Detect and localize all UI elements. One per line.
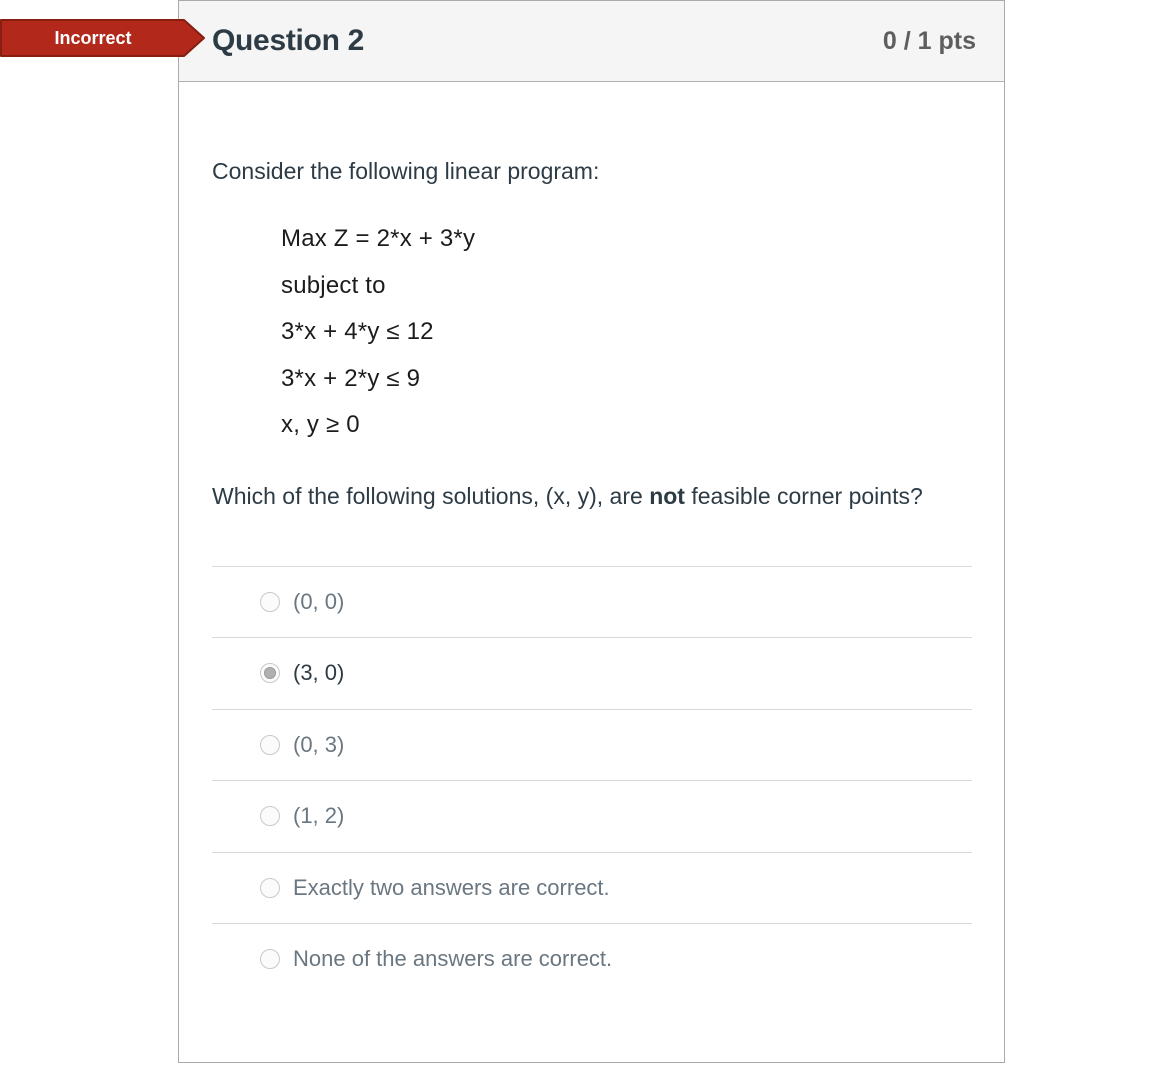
question-title: Question 2 [212,24,365,57]
program-line-nonnegativity: x, y ≥ 0 [281,411,360,438]
question-intro-text: Consider the following linear program: [212,158,600,184]
answer-label[interactable]: (3, 0) [293,660,345,686]
radio-button-selected[interactable] [260,663,280,683]
program-line-constraint-2: 3*x + 2*y ≤ 9 [281,364,421,392]
answer-label[interactable]: None of the answers are correct. [293,946,613,972]
answer-row-1-2[interactable] [212,780,972,852]
answer-list [212,566,972,995]
program-line-subject-to: subject to [281,271,386,299]
answer-row-none[interactable] [212,923,972,995]
linear-program-block [281,216,972,449]
question-body [179,157,1004,995]
question-card [178,0,1005,1063]
question-header [179,1,1004,82]
prompt-text-before: Which of the following solutions, (x, y), are [212,482,650,509]
program-line-constraint-1: 3*x + 4*y ≤ 12 [281,318,434,345]
answer-row-0-0[interactable] [212,566,972,638]
radio-button[interactable] [260,806,280,826]
question-prompt [212,477,972,515]
incorrect-flag [0,19,206,57]
radio-button[interactable] [260,878,280,898]
radio-button[interactable] [260,592,280,612]
incorrect-flag-label: Incorrect [54,28,132,48]
answer-label[interactable]: Exactly two answers are correct. [293,874,610,900]
answer-row-0-3[interactable] [212,709,972,781]
program-line-objective: Max Z = 2*x + 3*y [281,225,476,252]
prompt-text-after: feasible corner points? [684,482,923,509]
answer-label[interactable]: (0, 0) [293,588,345,614]
answer-row-3-0[interactable] [212,637,972,709]
question-points: 0 / 1 pts [882,26,976,55]
radio-button[interactable] [260,949,280,969]
answer-row-exactly-two[interactable] [212,852,972,924]
answer-label[interactable]: (1, 2) [293,803,345,829]
radio-button[interactable] [260,735,280,755]
answer-label[interactable]: (0, 3) [293,731,345,757]
prompt-text-bold: not [649,482,685,509]
